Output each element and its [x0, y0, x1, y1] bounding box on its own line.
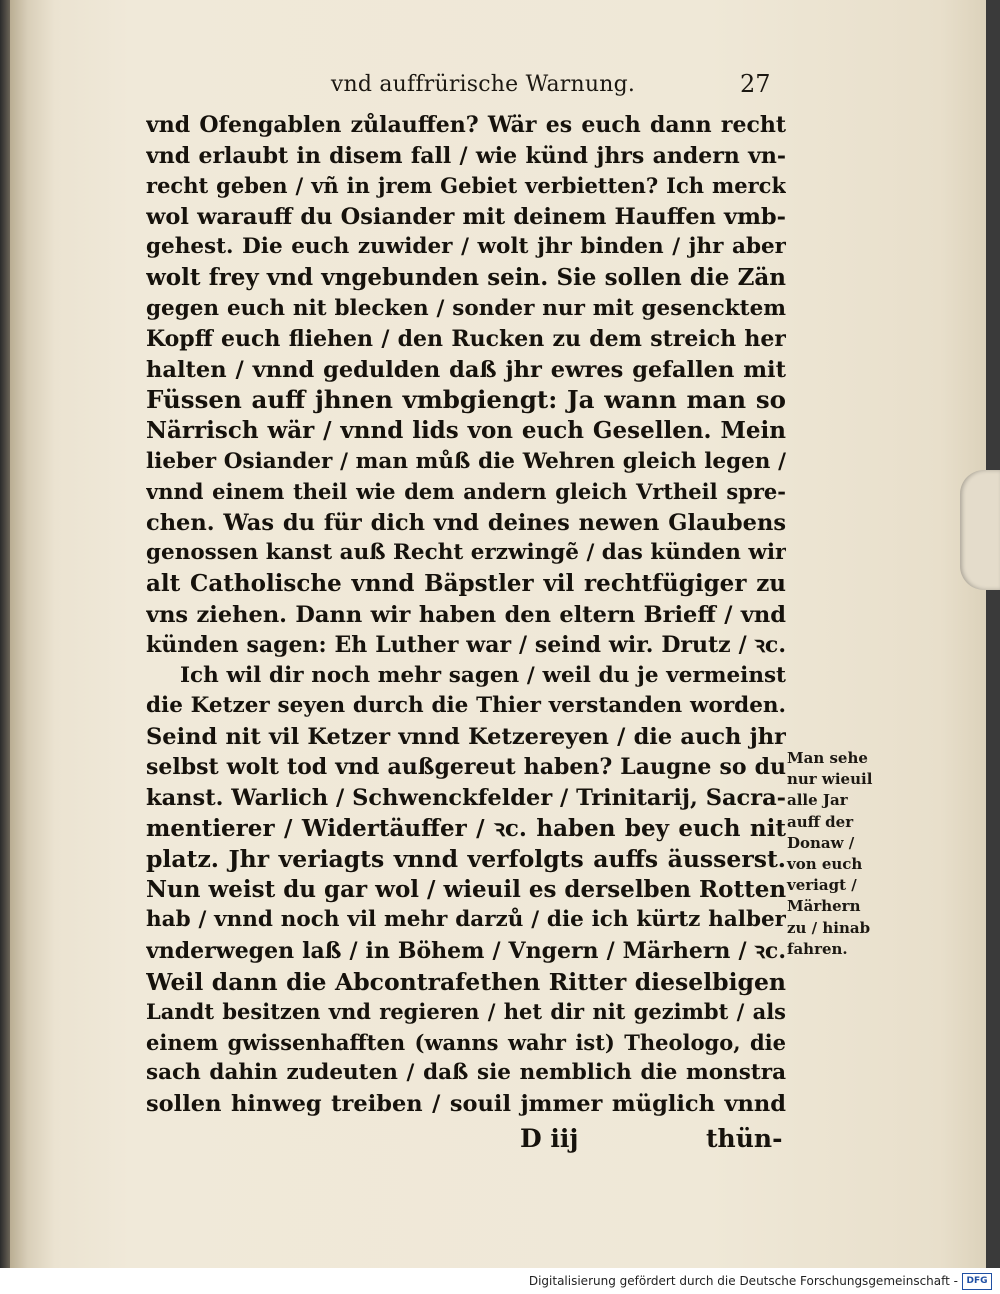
margin-note-line: fahren.	[787, 939, 848, 958]
body-line: künden sagen: Eh Luther war / seind wir. Drutz / ꝛc.	[146, 632, 786, 659]
margin-note	[787, 748, 877, 960]
margin-note-line: auff der	[787, 812, 854, 831]
body-line: kanst. Warlich / Schwenckfelder / Trinitarij, Sacra-	[146, 785, 786, 812]
body-line: Weil dann die Abcontrafethen Ritter dieselbigen	[146, 967, 786, 996]
body-line: wol warauff du Osiander mit deinem Hauffen vmb-	[146, 203, 786, 230]
book-gutter-edge	[0, 0, 10, 1268]
margin-note-line: von euch	[787, 855, 863, 874]
body-line: Närrisch wär / vnnd lids von euch Gesellen. Mein	[146, 416, 786, 444]
body-line: selbst wolt tod vnd außgereut haben? Laugne so du	[146, 754, 786, 781]
body-line: die Ketzer seyen durch die Thier verstanden worden.	[146, 693, 786, 719]
body-line: hab / vnnd noch vil mehr darzů / die ich kürtz halber	[146, 907, 786, 933]
margin-note-line: veriagt /	[787, 876, 857, 895]
page-clip-tab	[960, 470, 1000, 590]
body-line: halten / vnnd gedulden daß jhr ewres gefallen mit	[146, 356, 786, 383]
body-line: gehest. Die euch zuwider / wolt jhr binden / jhr aber	[146, 234, 786, 260]
body-line: gegen euch nit blecken / sonder nur mit gesencktem	[146, 295, 786, 321]
body-line: vns ziehen. Dann wir haben den eltern Brieff / vnd	[146, 601, 786, 628]
body-line: einem gwissenhafften (wanns wahr ist) Theologo, die	[146, 1029, 786, 1055]
catchword: thün-	[706, 1124, 783, 1153]
signature-mark: D iij	[520, 1124, 579, 1153]
body-line: mentierer / Widertäuffer / ꝛc. haben bey euch nit	[146, 814, 786, 842]
body-line: Seind nit vil Ketzer vnnd Ketzereyen / die auch jhr	[146, 723, 786, 750]
body-line: sach dahin zudeuten / daß sie nemblich die monstra	[146, 1060, 786, 1086]
body-line: recht geben / vñ in jrem Gebiet verbietten? Ich merck	[146, 173, 786, 199]
margin-note-line: zu / hinab	[787, 918, 871, 937]
body-line: Kopff euch fliehen / den Rucken zu dem streich her	[146, 326, 786, 353]
margin-note-line: nur wieuil	[787, 770, 873, 789]
funding-credit: Digitalisierung gefördert durch die Deutsche Forschungsgemeinschaft -	[528, 1274, 958, 1288]
margin-note-line: Man sehe	[787, 749, 868, 767]
footer-bar	[0, 1268, 1000, 1294]
body-line: alt Catholische vnnd Bäpstler vil rechtfügiger zu	[146, 569, 786, 597]
margin-note-line: alle Jar	[787, 791, 848, 810]
body-line: sollen hinweg treiben / souil jmmer müglich vnnd	[146, 1091, 786, 1117]
body-line: vnnd einem theil wie dem andern gleich Vrtheil spre-	[146, 479, 786, 505]
body-text-block	[146, 110, 786, 1120]
body-line: platz. Jhr veriagts vnnd verfolgts auffs äusserst.	[146, 845, 786, 874]
margin-note-line: Märhern	[787, 897, 861, 916]
running-head: vnd auffrürische Warnung.	[330, 72, 636, 97]
dfg-logo: DFG	[962, 1273, 992, 1290]
body-line: Nun weist du gar wol / wieuil es derselben Rotten	[146, 875, 786, 903]
body-line: Ich wil dir noch mehr sagen / weil du je vermeinst	[180, 662, 786, 688]
body-line: chen. Was du für dich vnd deines newen Glaubens	[146, 509, 786, 536]
body-line: Füssen auff jhnen vmbgiengt: Ja wann man so	[146, 385, 786, 415]
body-line: Landt besitzen vnd regieren / het dir nit gezimbt / als	[146, 999, 786, 1025]
body-line: vnd Ofengablen zůlauffen? Wär es euch dann recht	[146, 112, 786, 138]
body-line: vnderwegen laß / in Böhem / Vngern / Märhern / ꝛc.	[146, 938, 786, 965]
body-line: wolt frey vnd vngebunden sein. Sie sollen die Zän	[146, 263, 786, 291]
margin-note-line: Donaw /	[787, 833, 855, 852]
body-line: genossen kanst auß Recht erzwingẽ / das künden wir	[146, 540, 786, 566]
body-line: lieber Osiander / man můß die Wehren gleich legen /	[146, 448, 786, 474]
body-line: vnd erlaubt in disem fall / wie künd jhrs andern vn-	[146, 142, 786, 169]
page-number: 27	[740, 70, 771, 98]
